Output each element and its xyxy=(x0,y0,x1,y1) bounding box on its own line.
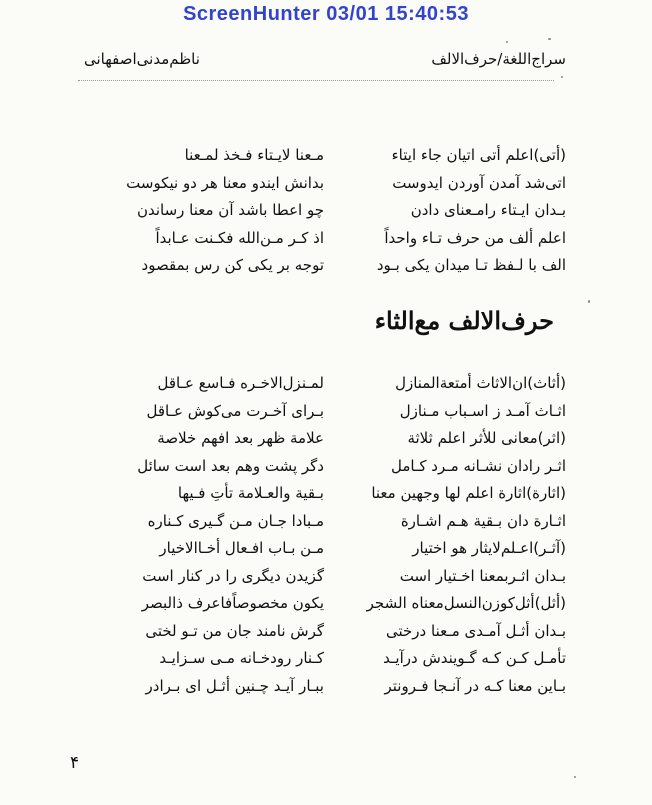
section1-right-column xyxy=(316,142,566,280)
verse-line: اثـارة دان بـقیة هـم اشـارة xyxy=(400,511,566,530)
verse-line: ببـار آیـد چـنین أثـل ای بـرادر xyxy=(145,676,324,695)
header-divider xyxy=(78,80,554,81)
verse-line: بـدان أثـل آمـدی مـعنا درختی xyxy=(386,621,566,640)
verse-line: دگر پشت وهم بعد است سائل xyxy=(137,456,324,475)
verse-line: تأمـل کـن کـه گـویندش درآیـد xyxy=(383,649,566,667)
verse-line: (اثر)معانی للأثر اعلم ثلاثة xyxy=(407,429,566,447)
verse-line: چو اعطا باشد آن معنا رساندن xyxy=(136,201,324,219)
verse-line: بـقیة والعـلامة تأتِ فـیها xyxy=(177,484,324,502)
verse-line: اذ کـر مـن‌الله فکـنت عـابداً xyxy=(155,228,324,247)
page-number: ۴ xyxy=(70,753,80,773)
verse-line: الف با لـفظ تـا میدان یکی بـود xyxy=(376,256,566,274)
scan-speck xyxy=(506,41,508,43)
book-title-header: سراج‌اللغة/حرف‌الالف xyxy=(431,50,566,68)
verse-line: بـاین معنا کـه در آنـجا فـرونتر xyxy=(384,676,566,695)
verse-line: بـدان اثـربمعنا اخـتیار است xyxy=(399,566,566,585)
verse-line: اعلم ألف من حرف تـاء واحداً xyxy=(384,228,566,247)
verse-line: کـنار رودخـانه مـی سـزایـد xyxy=(159,649,324,667)
scan-speck xyxy=(588,300,590,303)
verse-line: بـرای آخـرت می‌کوش عـاقل xyxy=(146,401,324,420)
verse-line: مـن بـاب افـعال أخـاالاخیار xyxy=(159,539,324,557)
scan-speck xyxy=(574,776,576,778)
verse-line: لمـنزل‌الاخـره فـاسع عـاقل xyxy=(157,374,324,392)
verse-line: (اثارة)اثارة اعلم لها وجهین معنا xyxy=(371,484,566,502)
verse-line: گرش نامند جان من تـو لختی xyxy=(145,621,324,640)
verse-line: اثـر رادان نشـانه مـرد کـامل xyxy=(391,456,566,475)
verse-line: گزیدن دیگری را در کنار است xyxy=(142,566,324,585)
verse-line: اثـاث آمـد ز اسـباب مـنازل xyxy=(399,401,566,420)
screenhunter-watermark: ScreenHunter 03/01 15:40:53 xyxy=(183,3,469,25)
scan-speck xyxy=(548,38,551,40)
section-heading: حرف‌الالف مع‌الثاء xyxy=(374,306,554,335)
verse-line: (أتی)اعلم أتی اتیان جاء ایتاء xyxy=(391,146,566,164)
verse-line: یکون مخصوصاًفاعرف ذالبصر xyxy=(141,594,324,612)
verse-line: بـدان ایـتاء رامـعنای دادن xyxy=(410,201,566,219)
verse-line: بدانش ایندو معنا هر دو نیکوست xyxy=(126,173,324,192)
verse-line: (أثاث)ان‌الاثاث أمتعة‌المنازل xyxy=(395,374,566,392)
section2-left-column xyxy=(64,370,324,700)
verse-line: اتی‌شد آمدن آوردن ایدوست xyxy=(392,173,566,192)
verse-line: (أثل)أثل‌کوزن‌النسل‌معناه الشجر xyxy=(366,594,566,612)
verse-line: توجه بر یکی کن رس بمقصود xyxy=(141,256,324,274)
scan-speck xyxy=(561,76,563,78)
section1-left-column xyxy=(64,142,324,280)
section2-right-column xyxy=(316,370,566,700)
verse-line: مـعنا لایـتاء فـخذ لمـعنا xyxy=(184,146,324,164)
author-header: ناظم‌مدنی‌اصفهانی xyxy=(84,50,200,68)
verse-line: علامة ظهر بعد افهم خلاصة xyxy=(157,429,324,447)
verse-line: مـبادا جـان مـن گـیری کـناره xyxy=(147,511,324,530)
verse-line: (آثـر)اعـلم‌لایثار هو اختیار xyxy=(412,539,566,557)
